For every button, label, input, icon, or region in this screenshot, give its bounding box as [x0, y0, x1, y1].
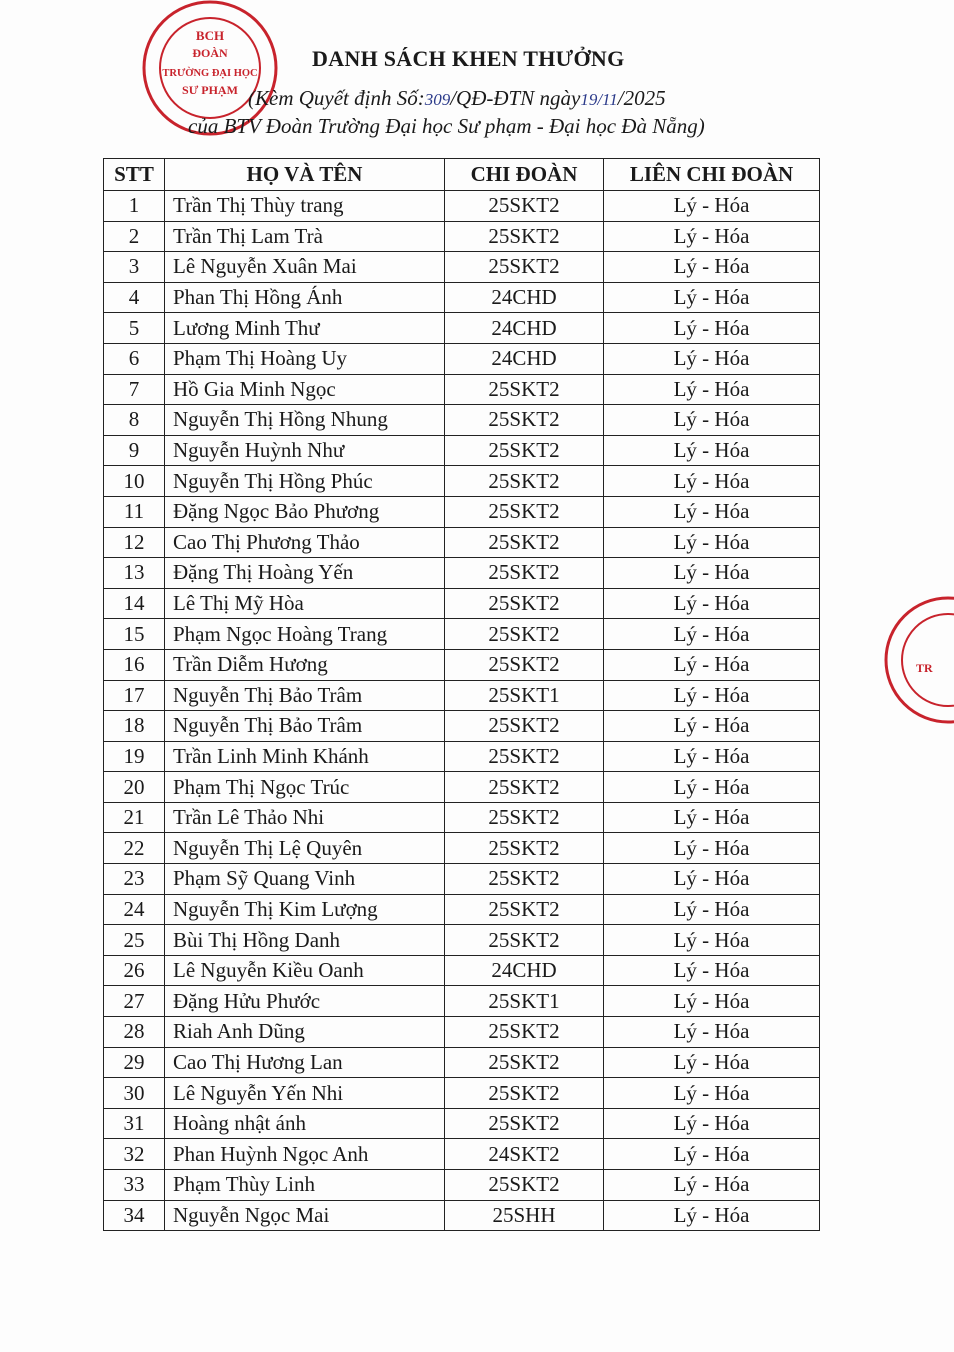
row-stt: 13	[104, 558, 165, 589]
row-name: Nguyễn Thị Lệ Quyên	[165, 833, 445, 864]
row-branch: 25SKT2	[445, 1047, 604, 1078]
table-row	[104, 1200, 820, 1231]
row-name: Nguyễn Thị Hồng Nhung	[165, 405, 445, 436]
row-stt: 19	[104, 741, 165, 772]
row-name: Nguyễn Thị Kim Lượng	[165, 894, 445, 925]
row-stt: 34	[104, 1200, 165, 1231]
row-union: Lý - Hóa	[604, 588, 820, 619]
row-stt: 22	[104, 833, 165, 864]
table-row	[104, 527, 820, 558]
row-union: Lý - Hóa	[604, 772, 820, 803]
col-branch: CHI ĐOÀN	[445, 159, 604, 191]
row-union: Lý - Hóa	[604, 343, 820, 374]
row-union: Lý - Hóa	[604, 864, 820, 895]
row-branch: 25SKT2	[445, 1108, 604, 1139]
row-union: Lý - Hóa	[604, 191, 820, 222]
svg-text:SƯ PHẠM: SƯ PHẠM	[182, 83, 238, 97]
row-branch: 25SKT2	[445, 252, 604, 283]
row-name: Hồ Gia Minh Ngọc	[165, 374, 445, 405]
table-row	[104, 588, 820, 619]
col-name: HỌ VÀ TÊN	[165, 159, 445, 191]
table-row	[104, 955, 820, 986]
table-row	[104, 313, 820, 344]
row-union: Lý - Hóa	[604, 282, 820, 313]
row-union: Lý - Hóa	[604, 1139, 820, 1170]
row-branch: 25SKT2	[445, 558, 604, 589]
row-branch: 25SKT1	[445, 986, 604, 1017]
row-stt: 10	[104, 466, 165, 497]
row-branch: 25SKT2	[445, 802, 604, 833]
col-union: LIÊN CHI ĐOÀN	[604, 159, 820, 191]
row-stt: 5	[104, 313, 165, 344]
table-row	[104, 466, 820, 497]
table-row	[104, 864, 820, 895]
document-title: DANH SÁCH KHEN THƯỞNG	[312, 46, 625, 71]
table-row	[104, 1078, 820, 1109]
row-branch: 25SKT2	[445, 894, 604, 925]
row-branch: 25SKT2	[445, 588, 604, 619]
row-name: Lê Nguyễn Xuân Mai	[165, 252, 445, 283]
row-branch: 25SKT2	[445, 221, 604, 252]
row-name: Cao Thị Phương Thảo	[165, 527, 445, 558]
svg-text:TR: TR	[916, 661, 933, 675]
row-union: Lý - Hóa	[604, 1200, 820, 1231]
row-name: Lương Minh Thư	[165, 313, 445, 344]
table-row	[104, 772, 820, 803]
table-row	[104, 711, 820, 742]
row-branch: 25SKT2	[445, 619, 604, 650]
row-union: Lý - Hóa	[604, 802, 820, 833]
row-name: Phan Huỳnh Ngọc Anh	[165, 1139, 445, 1170]
row-stt: 2	[104, 221, 165, 252]
row-stt: 31	[104, 1108, 165, 1139]
row-name: Đặng Thị Hoàng Yến	[165, 558, 445, 589]
row-name: Đặng Hửu Phước	[165, 986, 445, 1017]
row-branch: 25SKT2	[445, 741, 604, 772]
row-stt: 30	[104, 1078, 165, 1109]
table-row	[104, 343, 820, 374]
table-row	[104, 282, 820, 313]
row-stt: 14	[104, 588, 165, 619]
row-stt: 6	[104, 343, 165, 374]
row-name: Nguyễn Thị Bảo Trâm	[165, 680, 445, 711]
table-row	[104, 1170, 820, 1201]
row-name: Phạm Ngọc Hoàng Trang	[165, 619, 445, 650]
table-row	[104, 1017, 820, 1048]
table-row	[104, 986, 820, 1017]
award-list-table	[103, 158, 820, 1231]
row-name: Riah Anh Dũng	[165, 1017, 445, 1048]
row-stt: 16	[104, 649, 165, 680]
decision-date: 19/11	[580, 90, 618, 109]
row-branch: 25SKT2	[445, 374, 604, 405]
row-name: Nguyễn Huỳnh Như	[165, 435, 445, 466]
row-branch: 24SKT2	[445, 1139, 604, 1170]
row-branch: 24CHD	[445, 343, 604, 374]
row-union: Lý - Hóa	[604, 649, 820, 680]
row-stt: 3	[104, 252, 165, 283]
partial-seal-stamp	[882, 596, 954, 726]
row-name: Trần Thị Thùy trang	[165, 191, 445, 222]
row-branch: 25SKT2	[445, 1078, 604, 1109]
row-union: Lý - Hóa	[604, 496, 820, 527]
table-row	[104, 894, 820, 925]
row-union: Lý - Hóa	[604, 833, 820, 864]
row-name: Trần Diễm Hương	[165, 649, 445, 680]
table-row	[104, 1139, 820, 1170]
svg-text:BCH: BCH	[195, 28, 225, 43]
row-union: Lý - Hóa	[604, 894, 820, 925]
row-branch: 25SKT2	[445, 772, 604, 803]
row-name: Hoàng nhật ánh	[165, 1108, 445, 1139]
row-union: Lý - Hóa	[604, 466, 820, 497]
row-name: Trần Linh Minh Khánh	[165, 741, 445, 772]
row-union: Lý - Hóa	[604, 619, 820, 650]
row-name: Nguyễn Thị Bảo Trâm	[165, 711, 445, 742]
row-stt: 1	[104, 191, 165, 222]
row-union: Lý - Hóa	[604, 252, 820, 283]
row-union: Lý - Hóa	[604, 1017, 820, 1048]
row-branch: 25SKT2	[445, 466, 604, 497]
table-row	[104, 221, 820, 252]
row-name: Phạm Sỹ Quang Vinh	[165, 864, 445, 895]
row-branch: 24CHD	[445, 313, 604, 344]
row-branch: 25SKT2	[445, 405, 604, 436]
row-name: Lê Nguyễn Yến Nhi	[165, 1078, 445, 1109]
table-row	[104, 435, 820, 466]
row-name: Cao Thị Hương Lan	[165, 1047, 445, 1078]
row-stt: 11	[104, 496, 165, 527]
row-stt: 18	[104, 711, 165, 742]
row-stt: 28	[104, 1017, 165, 1048]
row-union: Lý - Hóa	[604, 955, 820, 986]
table-row	[104, 191, 820, 222]
row-union: Lý - Hóa	[604, 435, 820, 466]
row-stt: 12	[104, 527, 165, 558]
row-branch: 25SKT2	[445, 925, 604, 956]
row-name: Nguyễn Ngọc Mai	[165, 1200, 445, 1231]
row-union: Lý - Hóa	[604, 374, 820, 405]
row-name: Phạm Thị Ngọc Trúc	[165, 772, 445, 803]
table-row	[104, 1108, 820, 1139]
row-union: Lý - Hóa	[604, 1170, 820, 1201]
table-row	[104, 649, 820, 680]
row-union: Lý - Hóa	[604, 741, 820, 772]
table-row	[104, 1047, 820, 1078]
table-row	[104, 405, 820, 436]
row-name: Nguyễn Thị Hồng Phúc	[165, 466, 445, 497]
row-stt: 9	[104, 435, 165, 466]
row-stt: 8	[104, 405, 165, 436]
row-stt: 27	[104, 986, 165, 1017]
row-branch: 24CHD	[445, 955, 604, 986]
row-branch: 25SKT2	[445, 527, 604, 558]
svg-text:ĐOÀN: ĐOÀN	[192, 46, 228, 60]
table-row	[104, 833, 820, 864]
row-name: Phạm Thùy Linh	[165, 1170, 445, 1201]
table-row	[104, 252, 820, 283]
row-union: Lý - Hóa	[604, 925, 820, 956]
row-name: Lê Nguyễn Kiều Oanh	[165, 955, 445, 986]
row-name: Phan Thị Hồng Ánh	[165, 282, 445, 313]
row-union: Lý - Hóa	[604, 1108, 820, 1139]
row-stt: 4	[104, 282, 165, 313]
row-branch: 25SHH	[445, 1200, 604, 1231]
row-branch: 24CHD	[445, 282, 604, 313]
row-stt: 29	[104, 1047, 165, 1078]
row-stt: 17	[104, 680, 165, 711]
issuer-line: của BTV Đoàn Trường Đại học Sư phạm - Đại học Đà Nẵng)	[188, 114, 705, 138]
decision-number: 309	[424, 90, 451, 109]
table-row	[104, 925, 820, 956]
row-union: Lý - Hóa	[604, 1078, 820, 1109]
row-union: Lý - Hóa	[604, 313, 820, 344]
row-branch: 25SKT2	[445, 191, 604, 222]
row-name: Trần Lê Thảo Nhi	[165, 802, 445, 833]
decision-reference: (Kèm Quyết định Số:309/QĐ-ĐTN ngày19/11/2025	[248, 86, 666, 110]
row-stt: 15	[104, 619, 165, 650]
row-branch: 25SKT2	[445, 496, 604, 527]
row-union: Lý - Hóa	[604, 221, 820, 252]
row-stt: 7	[104, 374, 165, 405]
row-union: Lý - Hóa	[604, 711, 820, 742]
row-branch: 25SKT2	[445, 649, 604, 680]
row-branch: 25SKT2	[445, 435, 604, 466]
row-branch: 25SKT1	[445, 680, 604, 711]
row-union: Lý - Hóa	[604, 405, 820, 436]
row-name: Trần Thị Lam Trà	[165, 221, 445, 252]
row-stt: 23	[104, 864, 165, 895]
row-stt: 24	[104, 894, 165, 925]
table-row	[104, 802, 820, 833]
row-union: Lý - Hóa	[604, 680, 820, 711]
table-row	[104, 619, 820, 650]
row-name: Đặng Ngọc Bảo Phương	[165, 496, 445, 527]
row-union: Lý - Hóa	[604, 986, 820, 1017]
row-union: Lý - Hóa	[604, 527, 820, 558]
row-stt: 21	[104, 802, 165, 833]
col-stt: STT	[104, 159, 165, 191]
row-stt: 25	[104, 925, 165, 956]
row-branch: 25SKT2	[445, 1017, 604, 1048]
row-stt: 33	[104, 1170, 165, 1201]
row-union: Lý - Hóa	[604, 558, 820, 589]
row-stt: 26	[104, 955, 165, 986]
table-row	[104, 374, 820, 405]
row-stt: 32	[104, 1139, 165, 1170]
table-row	[104, 741, 820, 772]
row-name: Bùi Thị Hồng Danh	[165, 925, 445, 956]
row-stt: 20	[104, 772, 165, 803]
row-union: Lý - Hóa	[604, 1047, 820, 1078]
row-branch: 25SKT2	[445, 864, 604, 895]
row-name: Phạm Thị Hoàng Uy	[165, 343, 445, 374]
table-row	[104, 680, 820, 711]
svg-text:TRƯỜNG ĐẠI HỌC: TRƯỜNG ĐẠI HỌC	[162, 68, 258, 79]
row-branch: 25SKT2	[445, 1170, 604, 1201]
table-row	[104, 558, 820, 589]
row-branch: 25SKT2	[445, 833, 604, 864]
table-row	[104, 496, 820, 527]
row-branch: 25SKT2	[445, 711, 604, 742]
row-name: Lê Thị Mỹ Hòa	[165, 588, 445, 619]
